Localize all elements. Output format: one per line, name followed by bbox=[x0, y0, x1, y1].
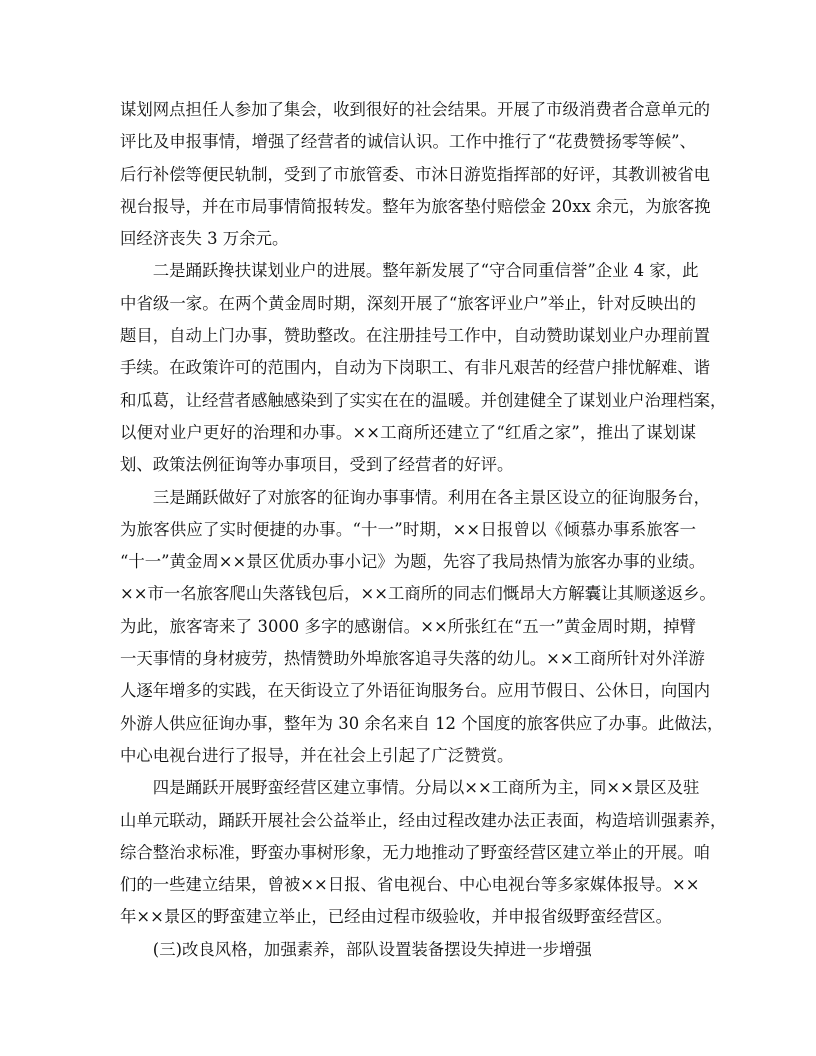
section-heading: (三)改良风格，加强素养，部队设置装备摆设失掉进一步增强 bbox=[152, 939, 592, 959]
paragraph-line: 题目，自动上门办事，赞助整改。在注册挂号工作中，自动赞助谋划业户办理前置 bbox=[120, 326, 711, 346]
paragraph-line: 二是踊跃搀扶谋划业户的进展。整年新发展了“守合同重信誉”企业 4 家，此 bbox=[152, 261, 699, 281]
paragraph-line: 们的一些建立结果，曾被××日报、省电视台、中心电视台等多家媒体报导。×× bbox=[120, 875, 700, 895]
paragraph-line: 外游人供应征询办事，整年为 30 余名来自 12 个国度的旅客供应了办事。此做法， bbox=[120, 713, 724, 733]
paragraph-line: 中省级一家。在两个黄金周时期，深刻开展了“旅客评业户”举止，针对反映出的 bbox=[120, 293, 696, 313]
paragraph-line: ××市一名旅客爬山失落钱包后，××工商所的同志们慨昂大方解囊让其顺遂返乡。 bbox=[120, 584, 716, 604]
paragraph-line: 一天事情的身材疲劳，热情赞助外埠旅客追寻失落的幼儿。××工商所针对外洋游 bbox=[120, 649, 705, 669]
paragraph-line: 划、政策法例征询等办事项目，受到了经营者的好评。 bbox=[120, 455, 514, 475]
paragraph-line: 年××景区的野蛮建立举止，已经由过程市级验收，并申报省级野蛮经营区。 bbox=[120, 907, 672, 927]
paragraph-line: 山单元联动，踊跃开展社会公益举止，经由过程改建办法正表面，构造培训强素养， bbox=[120, 810, 727, 830]
body-paragraph bbox=[120, 482, 724, 773]
paragraph-line: 手续。在政策许可的范围内，自动为下岗职工、有非凡艰苦的经营户排忧解难、谐 bbox=[120, 358, 711, 378]
paragraph-line: 谋划网点担任人参加了集会，收到很好的社会结果。开展了市级消费者合意单元的 bbox=[120, 100, 711, 119]
paragraph-line: 和瓜葛，让经营者感触感染到了实实在在的温暖。并创建健全了谋划业户治理档案， bbox=[120, 390, 727, 410]
paragraph-line: “十一”黄金周××景区优质办事小记》为题，先容了我局热情为旅客办事的业绩。 bbox=[120, 552, 706, 572]
paragraph-line: 评比及申报事情，增强了经营者的诚信认识。工作中推行了“花费赞扬零等候”、 bbox=[120, 132, 696, 152]
paragraph-line: 人逐年增多的实践，在天街设立了外语征询服务台。应用节假日、公休日，向国内 bbox=[120, 681, 711, 701]
paragraph-line: 后行补偿等便民轨制，受到了市旅管委、市沐日游览指挥部的好评，其教训被省电 bbox=[120, 164, 711, 184]
paragraph-line: 为此，旅客寄来了 3000 多字的感谢信。××所张红在“五一”黄金周时期，掉臂 bbox=[120, 616, 696, 636]
paragraph-line: 中心电视台进行了报导，并在社会上引起了广泛赞赏。 bbox=[120, 745, 514, 765]
document-body bbox=[120, 94, 727, 966]
body-paragraph bbox=[120, 94, 711, 255]
paragraph-line: 三是踊跃做好了对旅客的征询办事事情。利用在各主景区设立的征询服务台， bbox=[152, 487, 711, 507]
paragraph-line: 视台报导，并在市局事情简报转发。整年为旅客垫付赔偿金 20xx 余元，为旅客挽 bbox=[120, 196, 711, 216]
paragraph-line: 四是踊跃开展野蛮经营区建立事情。分局以××工商所为主，同××景区及驻 bbox=[152, 778, 700, 798]
body-paragraph bbox=[120, 772, 727, 933]
paragraph-line: 以便对业户更好的治理和办事。××工商所还建立了“红盾之家”，推出了谋划谋 bbox=[120, 422, 696, 442]
paragraph-line: 回经济丧失 3 万余元。 bbox=[120, 229, 289, 249]
paragraph-line: 为旅客供应了实时便捷的办事。“十一”时期，××日报曾以《倾慕办事系旅客一 bbox=[120, 519, 696, 539]
paragraph-line: 综合整治求标准，野蛮办事树形象，无力地推动了野蛮经营区建立举止的开展。咱 bbox=[120, 842, 711, 862]
body-paragraph bbox=[120, 255, 727, 481]
